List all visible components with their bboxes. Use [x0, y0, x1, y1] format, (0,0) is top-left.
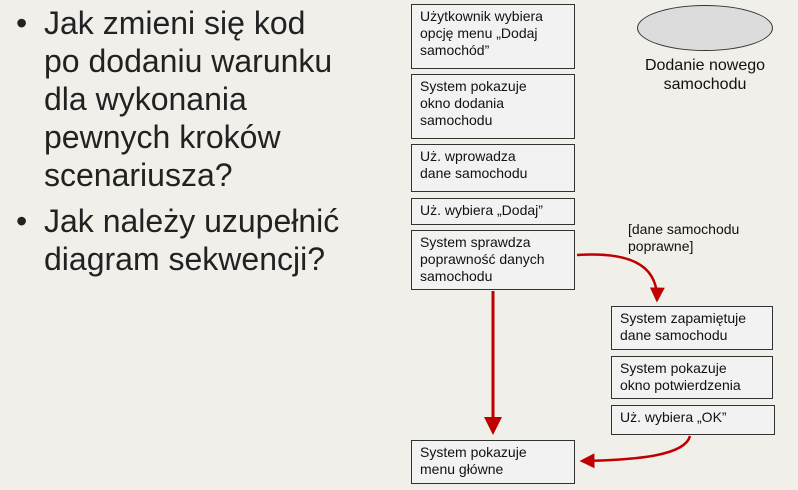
bullet-marker: • — [16, 5, 28, 41]
step-click-ok: Uż. wybiera „OK” — [611, 405, 775, 435]
arrow-to-save-branch — [577, 255, 657, 300]
step-confirm-window: System pokazuje okno potwierdzenia — [611, 356, 773, 399]
step-validate: System sprawdza poprawność danych samochodu — [411, 230, 575, 290]
question-text: Jak zmieni się kod po dodaniu warunku dla wykonania pewnych kroków scenariusza? — [44, 5, 333, 193]
bullet-marker: • — [16, 203, 28, 239]
step-click-add: Uż. wybiera „Dodaj” — [411, 198, 575, 225]
question-text: Jak należy uzupełnić diagram sekwencji? — [44, 203, 340, 277]
step-select-menu: Użytkownik wybiera opcję menu „Dodaj samochód” — [411, 4, 575, 69]
step-show-window: System pokazuje okno dodania samochodu — [411, 74, 575, 139]
step-enter-data: Uż. wprowadza dane samochodu — [411, 144, 575, 192]
guard-condition: [dane samochodu poprawne] — [628, 221, 740, 254]
step-save: System zapamiętuje dane samochodu — [611, 306, 773, 350]
step-main-menu: System pokazuje menu główne — [411, 440, 575, 484]
use-case-label: Dodanie nowego samochodu — [644, 57, 766, 93]
arrow-ok-to-main-menu — [582, 436, 690, 461]
